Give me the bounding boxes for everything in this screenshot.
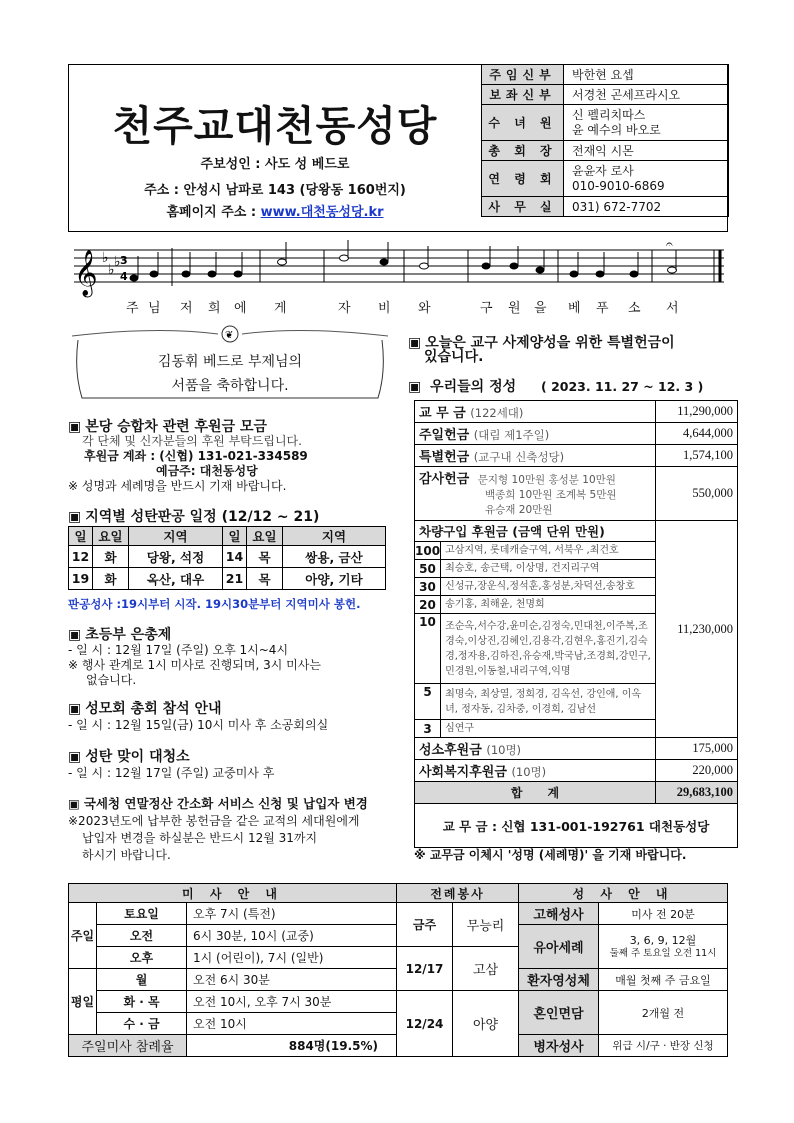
column-header: 지역 — [283, 527, 386, 546]
mass-day: 토요일 — [97, 903, 187, 925]
mass-time: 오전 6시 30분 — [187, 969, 397, 991]
lyric-syllable: 소 — [628, 301, 641, 316]
lyric-syllable: 자 — [338, 301, 351, 316]
lyric-syllable: 서 — [666, 301, 679, 316]
vehicle-donation-title: ▣ 본당 승합차 관련 후원금 모금 — [68, 416, 267, 436]
staff-role: 연 령 회 — [482, 161, 564, 197]
table-cell: 쌍용, 금산 — [283, 546, 386, 568]
staff-row — [482, 197, 729, 217]
special-offering-notice-cont: 있습니다. — [424, 349, 484, 365]
staff-name: 전재익 시몬 — [564, 141, 729, 161]
lyrics — [68, 297, 728, 319]
lyric-syllable: 비 — [378, 301, 391, 316]
celebration-line: 김동휘 베드로 부제님의 — [157, 354, 303, 370]
table-cell: 21 — [223, 568, 247, 590]
sacrament-name: 유아세례 — [519, 925, 599, 969]
vehicle-fund-amount: 11,230,000 — [656, 521, 738, 738]
donation-unit: 100 — [415, 543, 441, 558]
table-row — [69, 568, 386, 590]
offering-row — [415, 423, 738, 445]
offering-label — [415, 423, 656, 445]
time-signature: 4 — [120, 270, 128, 283]
offering-label — [415, 760, 656, 782]
staff-name — [564, 161, 729, 197]
weekday-label: 평일 — [69, 969, 97, 1035]
lyric-syllable: 에 — [234, 301, 247, 316]
offering-donors: 문지형 10만원 홍성분 10만원 — [477, 474, 616, 486]
homepage-label: 홈페이지 주소 : — [166, 205, 257, 220]
staff-name: 박한현 요셉 — [564, 65, 729, 85]
offering-row — [415, 445, 738, 467]
celebration-text — [68, 350, 392, 398]
lyric-syllable: 저 — [180, 301, 193, 316]
staff-name-line: 신 펠리치따스 — [572, 107, 646, 122]
staff-role: 사 무 실 — [482, 197, 564, 217]
column-header: 지역 — [129, 527, 223, 546]
table-cell: 19 — [69, 568, 93, 590]
offering-amount: 11,290,000 — [656, 401, 738, 423]
lyric-syllable: 와 — [418, 301, 431, 316]
lyric-syllable: 을 — [534, 301, 547, 316]
staff-row — [482, 85, 729, 105]
offering-label-text: 감사헌금 — [419, 472, 470, 487]
donation-unit: 30 — [415, 578, 441, 596]
table-cell: 아양, 기타 — [283, 568, 386, 590]
offering-label — [415, 738, 656, 760]
table-cell: 화 — [93, 546, 129, 568]
table-header-row — [69, 884, 728, 903]
staff-name-line: 윤 예수의 바오로 — [572, 122, 661, 137]
lyric-syllable: 구 — [480, 301, 493, 316]
mothers-meeting-title: ▣ 성모회 총회 참석 안내 — [68, 698, 222, 718]
column-header: 일 — [69, 527, 93, 546]
sacrament-desc: 미사 전 20분 — [599, 903, 728, 925]
time-signature: 3 — [120, 254, 128, 267]
offering-total-row — [415, 782, 738, 804]
donor-names: 심연구 — [441, 720, 656, 738]
ornament-icon: ❦ — [225, 330, 234, 341]
table-header-row — [69, 527, 386, 546]
sunday-label: 주일 — [69, 903, 97, 969]
patron-saint: 주보성인 : 사도 성 베드로 — [200, 157, 350, 172]
offering-footnote: ※ 교무금 이체시 '성명 (세례명)' 을 기재 바랍니다. — [414, 848, 687, 862]
liturgy-service-title: 전례봉사 — [397, 884, 519, 903]
donor-names: 신성규,장운식,정석훈,홍성분,차덕선,송창호 — [441, 578, 656, 596]
sacrament-title: 성 사 안 내 — [519, 884, 728, 903]
offering-label-text: 사회복지후원금 — [419, 765, 507, 780]
sacrament-name: 고해성사 — [519, 903, 599, 925]
mass-day: 수 · 금 — [97, 1013, 187, 1035]
staff-name-line: 010-9010-6869 — [572, 178, 665, 193]
attendance-value: 884명(19.5%) — [187, 1035, 397, 1057]
mass-day: 오전 — [97, 925, 187, 947]
table-cell: 옥산, 대우 — [129, 568, 223, 590]
cleaning-title: ▣ 성탄 맞이 대청소 — [68, 746, 190, 766]
offering-label — [415, 445, 656, 467]
tax-service-text: 납입자 변경을 하실분은 반드시 12월 31까지 — [82, 831, 318, 845]
service-group: 아양 — [453, 991, 519, 1057]
vehicle-donation-note: ※ 성명과 세례명을 반드시 기재 바랍니다. — [68, 479, 287, 493]
vehicle-fund-title: 차량구입 후원금 (금액 단위 만원) — [415, 521, 656, 542]
parish-address: 주소 : 안성시 남파로 143 (당왕동 160번지) — [144, 183, 406, 198]
sacrament-name: 혼인면담 — [519, 991, 599, 1035]
vehicle-donation-text: 각 단체 및 신자분들의 후원 부탁드립니다. — [82, 434, 302, 448]
tax-service-text: 하시기 바랍니다. — [82, 848, 171, 862]
special-offering-notice: ▣ 오늘은 교구 사제양성을 위한 특별헌금이 — [408, 332, 675, 352]
homepage — [69, 201, 481, 220]
donation-unit: 20 — [415, 596, 441, 614]
mass-day: 오후 — [97, 947, 187, 969]
staff-name — [564, 105, 729, 141]
table-cell: 화 — [93, 568, 129, 590]
table-cell: 12 — [69, 546, 93, 568]
staff-role: 보좌신부 — [482, 85, 564, 105]
elementary-event-title: ▣ 초등부 은총제 — [68, 624, 171, 644]
sacrament-name: 병자성사 — [519, 1035, 599, 1057]
lyric-syllable: 베 — [568, 301, 581, 316]
elementary-event-note: 없습니다. — [86, 673, 137, 687]
total-amount: 29,683,100 — [656, 782, 738, 804]
fermata-icon: 𝄐 — [666, 240, 673, 251]
title-block — [69, 65, 481, 231]
mass-time: 오후 7시 (특전) — [187, 903, 397, 925]
sacrament-desc — [599, 925, 728, 969]
lyric-syllable: 희 — [208, 301, 221, 316]
offering-note: (122세대) — [470, 406, 524, 420]
offering-label — [415, 401, 656, 423]
homepage-link[interactable]: www.대천동성당.kr — [260, 205, 384, 220]
donor-names: 최승호, 송근택, 이상명, 건지리구역 — [441, 560, 656, 578]
table-cell: 14 — [223, 546, 247, 568]
confession-note: 판공성사 :19시부터 시작. 19시30분부터 지역미사 봉헌. — [68, 597, 361, 611]
schedule-table — [68, 883, 728, 1057]
offering-donors: 백종희 10만원 조계복 5만원 — [485, 489, 617, 501]
offering-amount: 175,000 — [656, 738, 738, 760]
staff-row — [482, 161, 729, 197]
donor-names: 최명숙, 최상열, 정희경, 김옥선, 강인애, 이옥녀, 정자동, 김차중, 이경희, 김남선 — [441, 684, 656, 720]
mass-day: 월 — [97, 969, 187, 991]
staff-name: 031) 672-7702 — [564, 197, 729, 217]
flat-icon: ♭ — [114, 254, 121, 270]
offering-row — [415, 738, 738, 760]
notes — [130, 240, 720, 286]
staff-row — [482, 141, 729, 161]
offering-row — [415, 521, 738, 542]
mass-day: 화 · 목 — [97, 991, 187, 1013]
column-header: 일 — [223, 527, 247, 546]
sacrament-desc: 매월 첫째 주 금요일 — [599, 969, 728, 991]
service-date: 12/17 — [397, 947, 453, 991]
staff-role: 주임신부 — [482, 65, 564, 85]
column-header: 요일 — [93, 527, 129, 546]
donation-unit: 50 — [415, 560, 441, 578]
table-cell: 목 — [247, 568, 283, 590]
table-row — [69, 546, 386, 568]
staff-row — [482, 65, 729, 85]
sacrament-desc: 위급 시/구 · 반장 신청 — [599, 1035, 728, 1057]
vehicle-donation-account: 후원금 계좌 : (신협) 131-021-334589 — [84, 449, 308, 463]
column-header: 요일 — [247, 527, 283, 546]
mothers-meeting-date: - 일 시 : 12월 15일(금) 10시 미사 후 소공회의실 — [68, 718, 329, 732]
offering-amount: 220,000 — [656, 760, 738, 782]
account-row — [415, 804, 738, 848]
parish-title: 천주교대천동성당 — [112, 102, 438, 150]
offering-row — [415, 467, 738, 521]
region-schedule-title: ▣ 지역별 성탄판공 일정 (12/12 ~ 21) — [68, 506, 319, 526]
service-group: 무능리 — [453, 903, 519, 947]
tax-service-title: ▣ 국세청 연말정산 간소화 서비스 신청 및 납입자 변경 — [68, 794, 368, 812]
donor-names: 조순옥,서수강,윤미순,김정숙,민대천,이주복,조경숙,이상진,김혜인,김용각,김현우,홍진기,김숙경,정자용,김하진,유승재,박국남,조경희,강민구,민경원,이동철,내리구역,익명 — [441, 614, 656, 684]
tax-service-text: ※2023년도에 납부한 봉헌금을 같은 교적의 세대원에게 — [68, 814, 360, 828]
mass-time: 6시 30분, 10시 (교중) — [187, 925, 397, 947]
lyric-syllable: 원 — [508, 301, 521, 316]
mass-schedule-title: 미 사 안 내 — [69, 884, 397, 903]
service-group: 고삼 — [453, 947, 519, 991]
offering-title-text: 우리들의 정성 — [430, 379, 517, 395]
donation-unit: 5 — [415, 684, 441, 720]
table-row — [69, 903, 728, 925]
offering-note: (교구내 신축성당) — [473, 450, 565, 464]
offering-label-text: 특별헌금 — [419, 450, 470, 465]
staff-row — [482, 105, 729, 141]
staff-name: 서경천 곤세프라시오 — [564, 85, 729, 105]
mass-time: 오전 10시, 오후 7시 30분 — [187, 991, 397, 1013]
offering-donors: 유승재 20만원 — [485, 504, 553, 516]
flat-icon: ♭ — [108, 262, 115, 278]
lyric-syllable: 님 — [148, 301, 161, 316]
sacrament-name: 환자영성체 — [519, 969, 599, 991]
offering-amount: 1,574,100 — [656, 445, 738, 467]
elementary-event-note: ※ 행사 관계로 1시 미사로 진행되며, 3시 미사는 — [68, 658, 321, 672]
staff-table — [481, 64, 729, 217]
offering-row — [415, 760, 738, 782]
donation-unit: 3 — [415, 720, 441, 738]
donation-unit: 10 — [415, 614, 441, 684]
donor-names: 송기홍, 최해윤, 천명희 — [441, 596, 656, 614]
service-date: 금주 — [397, 903, 453, 947]
staff-name-line: 윤윤자 로사 — [572, 163, 634, 178]
offering-note: (대림 제1주일) — [473, 428, 550, 442]
mass-time: 1시 (어린이), 7시 (일반) — [187, 947, 397, 969]
elementary-event-date: - 일 시 : 12월 17일 (주일) 오후 1시~4시 — [68, 643, 289, 657]
offering-title — [408, 376, 703, 396]
table-cell: 목 — [247, 546, 283, 568]
offering-amount: 4,644,000 — [656, 423, 738, 445]
offering-row — [415, 401, 738, 423]
vehicle-donation-holder: 예금주: 대천동성당 — [156, 464, 258, 478]
offering-label-text: 주일헌금 — [419, 428, 470, 443]
offering-label-text: 교 무 금 — [419, 406, 466, 421]
flat-icon: ♭ — [102, 250, 109, 266]
table-cell: 당왕, 석정 — [129, 546, 223, 568]
service-date: 12/24 — [397, 991, 453, 1057]
offering-account: 교 무 금 : 신협 131-001-192761 대천동성당 — [415, 804, 738, 848]
region-schedule-table — [68, 526, 386, 590]
bulletin-header — [68, 64, 728, 232]
sacrament-desc-line: 둘째 주 토요일 오전 11시 — [609, 947, 717, 959]
offering-amount: 550,000 — [656, 467, 738, 521]
total-label: 합 계 — [415, 782, 656, 804]
lyric-syllable: 주 — [126, 301, 139, 316]
donor-names: 고삼지역, 롯데캐슬구역, 서북우 ,최건호 — [441, 542, 656, 560]
offering-table — [414, 400, 738, 848]
staff-role: 수 녀 원 — [482, 105, 564, 141]
offering-label-text: 성소후원금 — [419, 743, 482, 758]
mass-time: 오전 10시 — [187, 1013, 397, 1035]
sacrament-desc-line: 3, 6, 9, 12월 — [629, 933, 697, 947]
celebration-line: 서품을 축하합니다. — [171, 378, 289, 394]
lyric-syllable: 푸 — [596, 301, 609, 316]
lyric-syllable: 게 — [274, 301, 287, 316]
treble-clef-icon: 𝄞 — [74, 250, 98, 296]
offering-label — [415, 467, 656, 521]
staff-role: 총 회 장 — [482, 141, 564, 161]
sacrament-desc: 2개월 전 — [599, 991, 728, 1035]
cleaning-date: - 일 시 : 12월 17일 (주일) 교중미사 후 — [68, 766, 275, 780]
attendance-label: 주일미사 참례율 — [69, 1035, 187, 1057]
offering-period: ( 2023. 11. 27 ~ 12. 3 ) — [541, 379, 704, 394]
table-row — [69, 991, 728, 1013]
offering-note: (10명) — [511, 765, 547, 779]
offering-note: (10명) — [486, 743, 522, 757]
